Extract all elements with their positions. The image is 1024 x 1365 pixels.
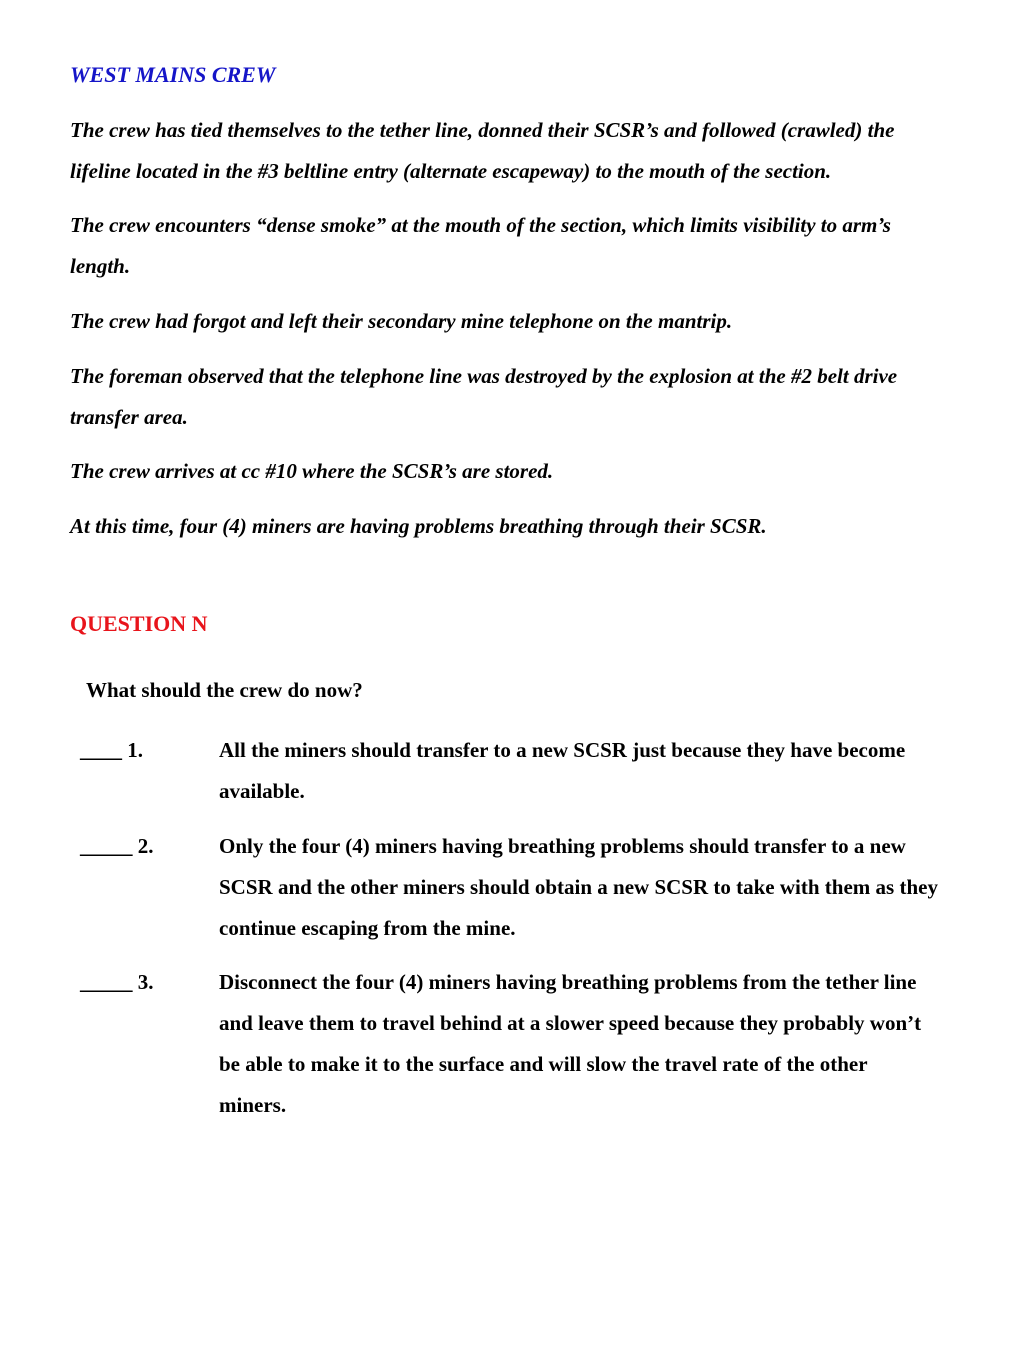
answer-text-1: All the miners should transfer to a new SCSR just because they have become available. <box>219 738 906 803</box>
scenario-paragraph-1: The crew has tied themselves to the tether line, donned their SCSR’s and followed (crawled) the lifeline located in the #3 beltline entry (alternate escapeway) to the mouth of the section. <box>70 118 895 183</box>
question-prompt: What should the crew do now? <box>86 678 363 702</box>
answer-option-1 <box>80 730 960 812</box>
answer-blank-1: ____ 1. <box>80 738 143 762</box>
answer-blank-3: _____ 3. <box>80 970 154 994</box>
question-title: QUESTION N <box>70 611 208 636</box>
answer-option-2 <box>80 826 960 949</box>
scenario-paragraph-4: The foreman observed that the telephone line was destroyed by the explosion at the #2 belt drive transfer area. <box>70 364 898 429</box>
answer-blank-2: _____ 2. <box>80 834 154 858</box>
answer-option-3 <box>80 962 960 1126</box>
scenario-paragraph-3: The crew had forgot and left their secondary mine telephone on the mantrip. <box>70 309 733 333</box>
answer-text-3: Disconnect the four (4) miners having breathing problems from the tether line and leave them to travel behind at a slower speed because they probably won’t be able to make it to the surface and will slow the travel rate of the other miners. <box>219 970 922 1117</box>
scenario-paragraph-6: At this time, four (4) miners are having problems breathing through their SCSR. <box>70 514 767 538</box>
section-title-west-mains-crew: WEST MAINS CREW <box>70 62 276 87</box>
scenario-paragraph-2: The crew encounters “dense smoke” at the mouth of the section, which limits visibility to arm’s length. <box>70 213 891 278</box>
answer-text-2: Only the four (4) miners having breathing problems should transfer to a new SCSR and the other miners should obtain a new SCSR to take with them as they continue escaping from the mine. <box>219 834 938 940</box>
scenario-paragraph-5: The crew arrives at cc #10 where the SCSR’s are stored. <box>70 459 554 483</box>
